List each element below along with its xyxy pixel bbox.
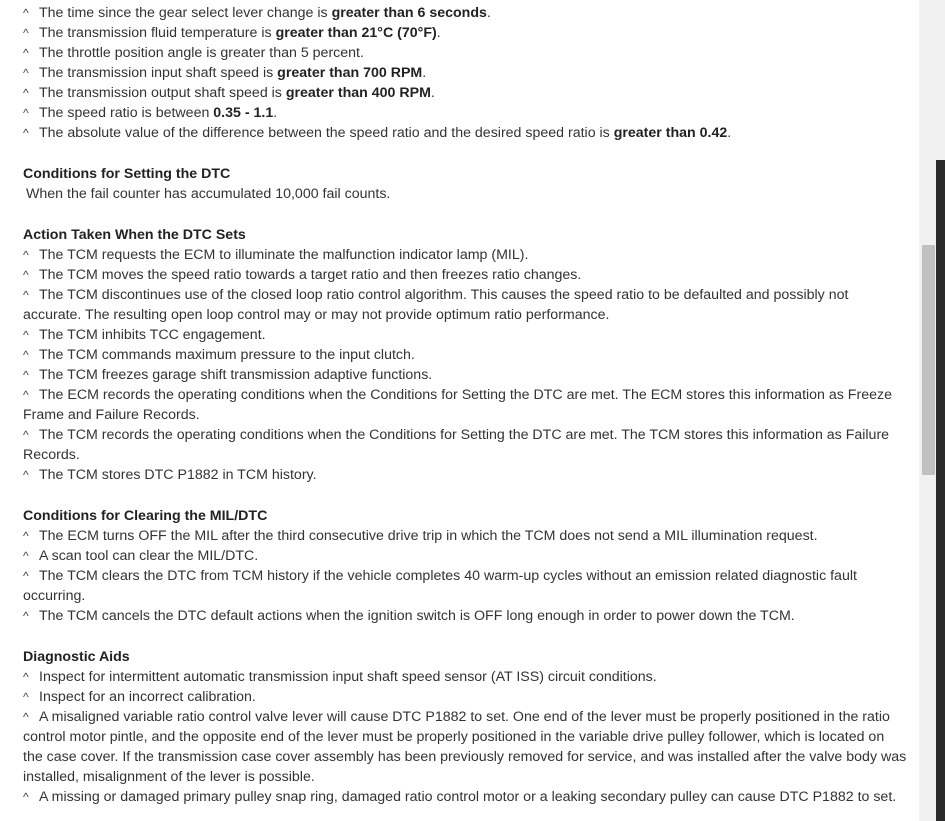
list-item: ^ The absolute value of the difference between the speed ratio and the desired speed ratio is greater than 0.42. <box>23 125 732 141</box>
spacer <box>23 626 907 647</box>
list-item: ^ The transmission input shaft speed is greater than 700 RPM. <box>23 65 427 81</box>
bullet-caret: ^ <box>23 468 29 482</box>
outer-scrollbar-edge <box>936 160 945 821</box>
list-item: ^ The time since the gear select lever change is greater than 6 seconds. <box>23 5 491 21</box>
list-item: ^ A scan tool can clear the MIL/DTC. <box>23 548 259 564</box>
list-item: ^ The TCM clears the DTC from TCM history if the vehicle completes 40 warm-up cycles without an emission related diagnostic fault occurring. <box>23 568 857 604</box>
bullet-caret: ^ <box>23 66 29 80</box>
bullet-caret: ^ <box>23 288 29 302</box>
list-item: ^ The ECM turns OFF the MIL after the third consecutive drive trip in which the TCM does not send a MIL illumination request. <box>23 528 818 544</box>
bullet-caret: ^ <box>23 126 29 140</box>
clearing-section <box>23 506 907 626</box>
bullet-caret: ^ <box>23 529 29 543</box>
entry-conditions-list <box>23 3 907 143</box>
spacer <box>23 204 907 225</box>
setting-text: When the fail counter has accumulated 10,000 fail counts. <box>26 186 391 202</box>
bullet-caret: ^ <box>23 790 29 804</box>
list-item: ^ The transmission fluid temperature is greater than 21°C (70°F). <box>23 25 441 41</box>
bullet-caret: ^ <box>23 268 29 282</box>
spacer <box>23 143 907 164</box>
bullet-caret: ^ <box>23 248 29 262</box>
bullet-caret: ^ <box>23 106 29 120</box>
bullet-caret: ^ <box>23 86 29 100</box>
bullet-caret: ^ <box>23 569 29 583</box>
bullet-caret: ^ <box>23 428 29 442</box>
list-item: ^ Inspect for an incorrect calibration. <box>23 689 256 705</box>
list-item: ^ The TCM commands maximum pressure to the input clutch. <box>23 347 415 363</box>
section-heading: Conditions for Clearing the MIL/DTC <box>23 508 268 524</box>
bullet-caret: ^ <box>23 549 29 563</box>
scrollbar-thumb[interactable] <box>922 245 935 475</box>
list-item: ^ A misaligned variable ratio control valve lever will cause DTC P1882 to set. One end of the lever must be properly positioned in the ratio control motor pintle, and the opposite end of the lever must be properly positioned in the variable drive pulley follower, which is located on the case cover. If the transmission case cover assembly has been previously removed for service, and was installed after the valve body was installed, misalignment of the lever is possible. <box>23 709 907 785</box>
bullet-caret: ^ <box>23 609 29 623</box>
section-heading: Diagnostic Aids <box>23 649 130 665</box>
list-item: ^ Inspect for intermittent automatic transmission input shaft speed sensor (AT ISS) circuit conditions. <box>23 669 657 685</box>
bullet-caret: ^ <box>23 670 29 684</box>
list-item: ^ The transmission output shaft speed is greater than 400 RPM. <box>23 85 435 101</box>
bullet-caret: ^ <box>23 46 29 60</box>
list-item: ^ A missing or damaged primary pulley snap ring, damaged ratio control motor or a leaking secondary pulley can cause DTC P1882 to set. <box>23 789 897 805</box>
bullet-caret: ^ <box>23 710 29 724</box>
action-section <box>23 225 907 485</box>
bullet-caret: ^ <box>23 368 29 382</box>
list-item: ^ The ECM records the operating conditions when the Conditions for Setting the DTC are met. The ECM stores this information as Freeze Frame and Failure Records. <box>23 387 892 423</box>
section-heading: Conditions for Setting the DTC <box>23 166 231 182</box>
setting-section <box>23 164 907 204</box>
list-item: ^ The TCM moves the speed ratio towards a target ratio and then freezes ratio changes. <box>23 267 582 283</box>
list-item: ^ The TCM stores DTC P1882 in TCM history. <box>23 467 317 483</box>
list-item: ^ The throttle position angle is greater than 5 percent. <box>23 45 364 61</box>
list-item: ^ The TCM records the operating conditions when the Conditions for Setting the DTC are met. The TCM stores this information as Failure Records. <box>23 427 890 463</box>
aids-section <box>23 647 907 807</box>
list-item: ^ The speed ratio is between 0.35 - 1.1. <box>23 105 278 121</box>
section-heading: Action Taken When the DTC Sets <box>23 227 246 243</box>
list-item: ^ The TCM requests the ECM to illuminate the malfunction indicator lamp (MIL). <box>23 247 529 263</box>
list-item: ^ The TCM freezes garage shift transmission adaptive functions. <box>23 367 433 383</box>
bullet-caret: ^ <box>23 328 29 342</box>
bullet-caret: ^ <box>23 26 29 40</box>
bullet-caret: ^ <box>23 690 29 704</box>
list-item: ^ The TCM discontinues use of the closed loop ratio control algorithm. This causes the speed ratio to be defaulted and possibly not accurate. The resulting open loop control may or may not provide optimum ratio performance. <box>23 287 849 323</box>
bullet-caret: ^ <box>23 388 29 402</box>
document-content <box>23 3 907 807</box>
bullet-caret: ^ <box>23 6 29 20</box>
bullet-caret: ^ <box>23 348 29 362</box>
spacer <box>23 485 907 506</box>
list-item: ^ The TCM cancels the DTC default actions when the ignition switch is OFF long enough in order to power down the TCM. <box>23 608 795 624</box>
list-item: ^ The TCM inhibits TCC engagement. <box>23 327 266 343</box>
